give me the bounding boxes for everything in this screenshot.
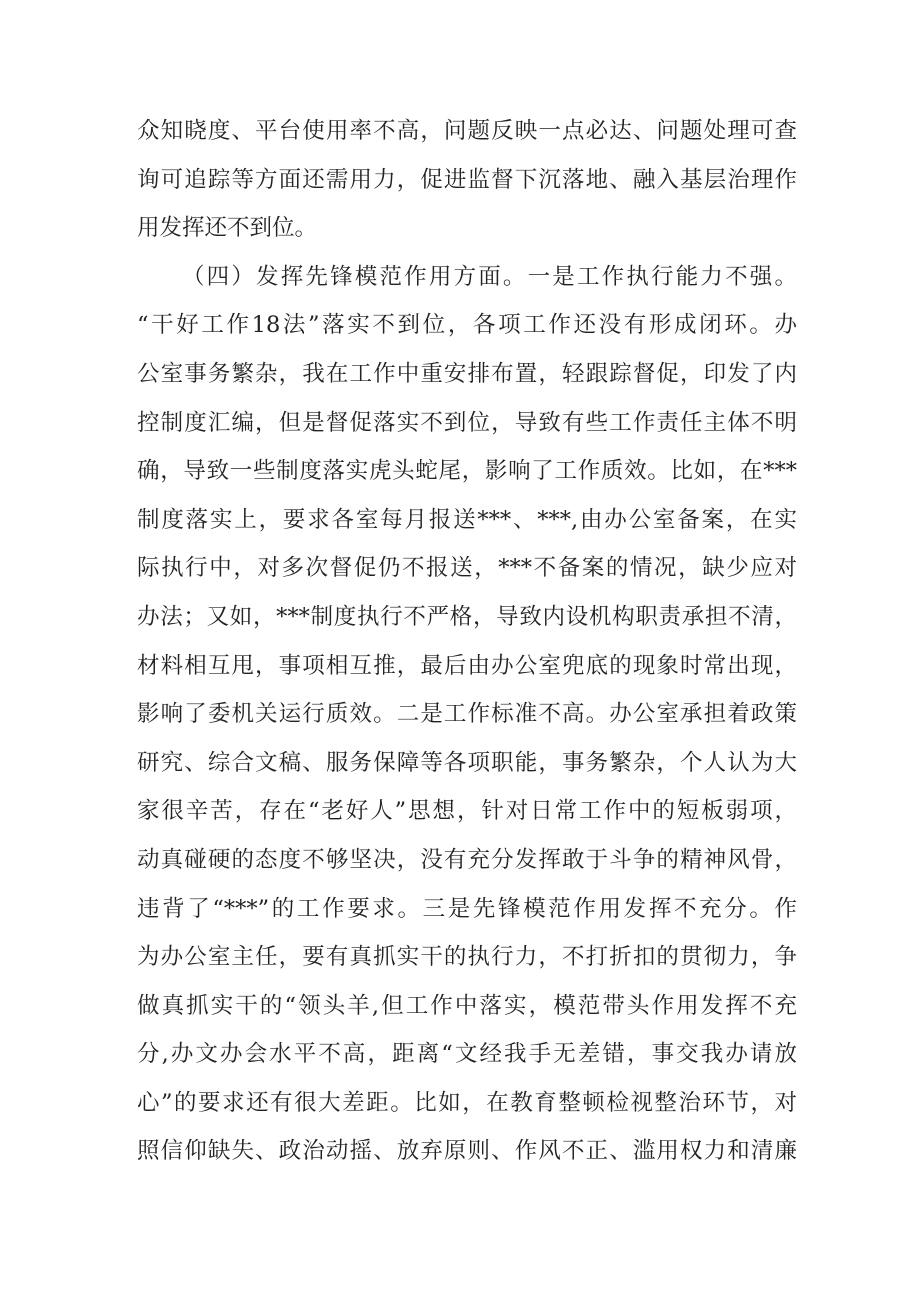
text-line: “干好工作18法”落实不到位，各项工作还没有形成闭环。办 <box>137 312 797 339</box>
text-line: 影响了委机关运行质效。二是工作标准不高。办公室承担着政策 <box>137 701 797 728</box>
text-line: 分,办文办会水平不高，距离“文经我手无差错，事交我办请放 <box>137 1041 797 1068</box>
text-line: 制度落实上，要求各室每月报送***、***,由办公室备案，在实 <box>137 506 797 533</box>
text-line: 家很辛苦，存在“老好人”思想，针对日常工作中的短板弱项， <box>137 798 797 825</box>
section-heading-line: （四）发挥先锋模范作用方面。一是工作执行能力不强。 <box>182 263 797 290</box>
body-text <box>137 107 797 1176</box>
text-line: 控制度汇编，但是督促落实不到位，导致有些工作责任主体不明 <box>137 409 797 436</box>
text-line: 违背了“***”的工作要求。三是先锋模范作用发挥不充分。作 <box>137 895 797 922</box>
text-line: 确，导致一些制度落实虎头蛇尾，影响了工作质效。比如，在*** <box>137 458 797 485</box>
text-line: 众知晓度、平台使用率不高，问题反映一点必达、问题处理可查 <box>137 118 797 144</box>
text-line: 动真碰硬的态度不够坚决，没有充分发挥敢于斗争的精神风骨， <box>137 846 797 873</box>
text-line: 询可追踪等方面还需用力，促进监督下沉落地、融入基层治理作 <box>137 166 797 193</box>
text-line: 际执行中，对多次督促仍不报送，***不备案的情况，缺少应对 <box>137 555 797 582</box>
text-line: 公室事务繁杂，我在工作中重安排布置，轻跟踪督促，印发了内 <box>137 360 797 387</box>
text-line: 心”的要求还有很大差距。比如，在教育整顿检视整治环节，对 <box>137 1089 797 1116</box>
text-line: 为办公室主任，要有真抓实干的执行力，不打折扣的贯彻力，争 <box>137 944 797 971</box>
text-line: 研究、综合文稿、服务保障等各项职能，事务繁杂，个人认为大 <box>137 749 797 776</box>
text-line: 办法；又如，***制度执行不严格，导致内设机构职责承担不清， <box>137 603 797 630</box>
text-line: 做真抓实干的“领头羊,但工作中落实，模范带头作用发挥不充 <box>137 992 797 1019</box>
text-line: 用发挥还不到位。 <box>137 215 318 242</box>
text-line: 照信仰缺失、政治动摇、放弃原则、作风不正、滥用权力和清廉 <box>137 1138 797 1165</box>
text-line: 材料相互甩，事项相互推，最后由办公室兜底的现象时常出现， <box>137 652 797 679</box>
